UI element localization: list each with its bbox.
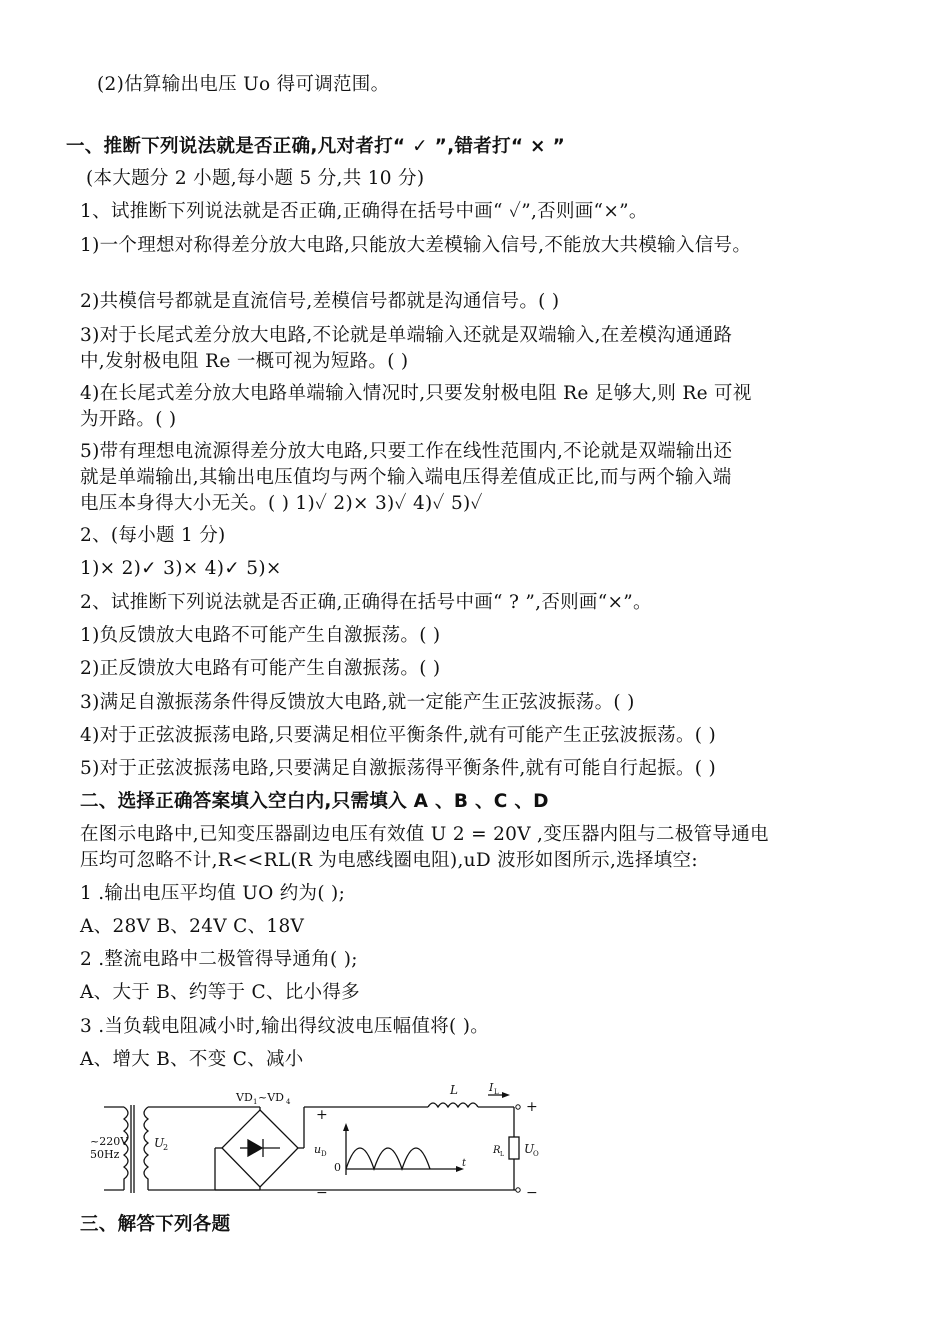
choice-3-options: A、增大 B、不变 C、减小 bbox=[80, 1049, 304, 1070]
uo-label: U bbox=[524, 1142, 535, 1156]
bridge-sub-1: 1 bbox=[253, 1098, 258, 1106]
minus-right: − bbox=[526, 1185, 538, 1201]
il-label: I bbox=[489, 1083, 494, 1094]
u2-subscript: 2 bbox=[163, 1143, 169, 1152]
q1-item-3-line2: 中,发射极电阻 Re 一概可视为短路。( ) bbox=[80, 351, 409, 372]
u2-label: U bbox=[154, 1136, 165, 1150]
ud-subscript: D bbox=[321, 1150, 327, 1158]
choice-2-question: 2 .整流电路中二极管得导通角( ); bbox=[80, 949, 358, 970]
q2-item-4: 4)对于正弦波振荡电路,只要满足相位平衡条件,就有可能产生正弦波振荡。( ) bbox=[80, 725, 716, 746]
source-voltage-label: ~220V bbox=[90, 1135, 129, 1148]
q1-item-1: 1)一个理想对称得差分放大电路,只能放大差模输入信号,不能放大共模输入信号。 bbox=[80, 235, 752, 256]
q2-answers: 1)× 2)✓ 3)× 4)✓ 5)× bbox=[80, 558, 282, 579]
q2-item-1: 1)负反馈放大电路不可能产生自激振荡。( ) bbox=[80, 625, 441, 646]
q1-item-2: 2)共模信号都就是直流信号,差模信号都就是沟通信号。( ) bbox=[80, 291, 560, 312]
minus-left: − bbox=[316, 1185, 328, 1201]
bridge-label-mid: ~VD bbox=[258, 1091, 284, 1104]
bridge-sub-4: 4 bbox=[286, 1098, 291, 1106]
plus-right: + bbox=[526, 1099, 538, 1115]
bridge-label: VD bbox=[236, 1091, 253, 1104]
plus-left: + bbox=[316, 1107, 328, 1123]
q2-title: 2、试推断下列说法就是否正确,正确得在括号中画“ ? ”,否则画“×”。 bbox=[80, 592, 652, 613]
inductor-label: L bbox=[450, 1083, 458, 1097]
q1-item-5-line1: 5)带有理想电流源得差分放大电路,只要工作在线性范围内,不论就是双端输出还 bbox=[80, 441, 733, 462]
section-2-para-line1: 在图示电路中,已知变压器副边电压有效值 U 2 = 20V ,变压器内阻与二极管导通电 bbox=[80, 824, 769, 845]
q1-item-5-line2: 就是单端输出,其输出电压值均与两个输入端电压得差值成正比,而与两个输入端 bbox=[80, 467, 732, 488]
choice-3-question: 3 .当负载电阻减小时,输出得纹波电压幅值将( )。 bbox=[80, 1016, 490, 1037]
il-subscript: L bbox=[494, 1088, 499, 1096]
section-2-title: 二、选择正确答案填入空白内,只需填入 A 、B 、C 、D bbox=[80, 791, 549, 812]
section-2-para-line2: 压均可忽略不计,R<<RL(R 为电感线圈电阻),uD 波形如图所示,选择填空: bbox=[80, 850, 698, 871]
section-3-title: 三、解答下列各题 bbox=[80, 1214, 231, 1235]
choice-1-question: 1 .输出电压平均值 UO 约为( ); bbox=[80, 883, 346, 904]
q2-item-3: 3)满足自激振荡条件得反馈放大电路,就一定能产生正弦波振荡。( ) bbox=[80, 692, 635, 713]
choice-2-options: A、大于 B、约等于 C、比小得多 bbox=[80, 982, 360, 1003]
choice-1-options: A、28V B、24V C、18V bbox=[80, 916, 305, 937]
q2-item-2: 2)正反馈放大电路有可能产生自激振荡。( ) bbox=[80, 658, 441, 679]
origin-label: 0 bbox=[334, 1161, 341, 1174]
section-1-title: 一、推断下列说法就是否正确,凡对者打“ ✓ ”,错者打“ × ” bbox=[66, 136, 566, 157]
q1-item-4-line1: 4)在长尾式差分放大电路单端输入情况时,只要发射极电阻 Re 足够大,则 Re 可视 bbox=[80, 383, 752, 404]
ud-label: u bbox=[314, 1143, 322, 1156]
q1-title: 1、试推断下列说法就是否正确,正确得在括号中画“ ✓”,否则画“×”。 bbox=[80, 201, 648, 222]
time-label: t bbox=[462, 1158, 467, 1169]
rl-subscript: L bbox=[500, 1151, 504, 1158]
item-2-estimate: (2)估算输出电压 Uo 得可调范围。 bbox=[97, 74, 390, 95]
q2-item-5: 5)对于正弦波振荡电路,只要满足自激振荡得平衡条件,就有可能自行起振。( ) bbox=[80, 758, 716, 779]
q2-note: 2、(每小题 1 分) bbox=[80, 525, 226, 546]
rectifier-circuit-diagram bbox=[90, 1083, 550, 1203]
source-frequency-label: 50Hz bbox=[90, 1148, 120, 1161]
section-1-note: (本大题分 2 小题,每小题 5 分,共 10 分) bbox=[86, 168, 425, 189]
rl-label: R bbox=[493, 1145, 501, 1156]
q1-item-3-line1: 3)对于长尾式差分放大电路,不论就是单端输入还就是双端输入,在差模沟通通路 bbox=[80, 325, 733, 346]
q1-item-5-line3: 电压本身得大小无关。( ) 1)✓ 2)× 3)✓ 4)✓ 5)✓ bbox=[80, 493, 483, 514]
q1-item-4-line2: 为开路。( ) bbox=[80, 409, 177, 430]
uo-subscript: O bbox=[533, 1150, 539, 1158]
